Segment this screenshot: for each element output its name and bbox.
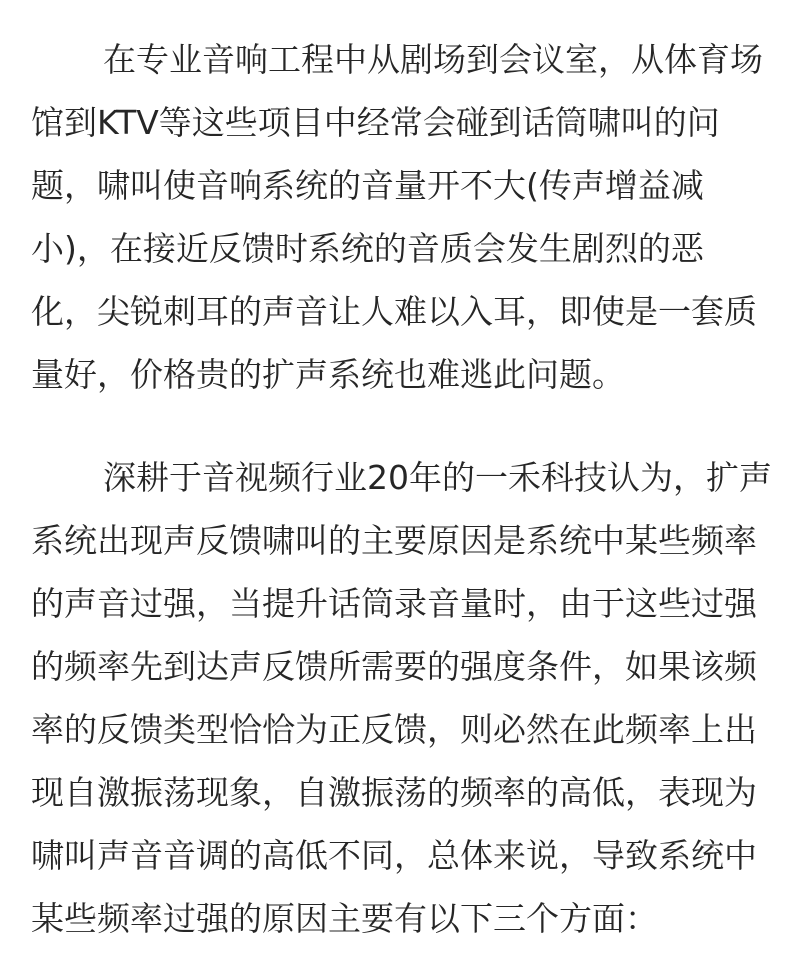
paragraph-line: 的频率先到达声反馈所需要的强度条件，如果该频 — [31, 647, 757, 686]
paragraph-line: 馆到KTV等这些项目中经常会碰到话筒啸叫的问 — [31, 103, 720, 142]
paragraph-line: 化，尖锐刺耳的声音让人难以入耳，即使是一套质 — [31, 292, 757, 331]
paragraph-line: 题，啸叫使音响系统的音量开不大(传声增益减 — [31, 166, 704, 205]
paragraph-1 — [0, 28, 800, 406]
paragraph-line: 深耕于音视频行业20年的一禾科技认为，扩声 — [103, 458, 772, 497]
paragraph-line: 量好，价格贵的扩声系统也难逃此问题。 — [31, 355, 625, 394]
paragraph-line: 的声音过强，当提升话筒录音量时，由于这些过强 — [31, 584, 757, 623]
paragraph-line: 系统出现声反馈啸叫的主要原因是系统中某些频率 — [31, 521, 757, 560]
paragraph-line: 啸叫声音音调的高低不同，总体来说，导致系统中 — [31, 836, 757, 875]
paragraph-line: 某些频率过强的原因主要有以下三个方面： — [31, 899, 658, 938]
paragraph-2 — [0, 446, 800, 950]
paragraph-line: 在专业音响工程中从剧场到会议室，从体育场 — [103, 40, 763, 79]
paragraph-line: 小)，在接近反馈时系统的音质会发生剧烈的恶 — [31, 229, 704, 268]
paragraph-line: 率的反馈类型恰恰为正反馈，则必然在此频率上出 — [31, 710, 757, 749]
paragraph-line: 现自激振荡现象，自激振荡的频率的高低，表现为 — [31, 773, 757, 812]
